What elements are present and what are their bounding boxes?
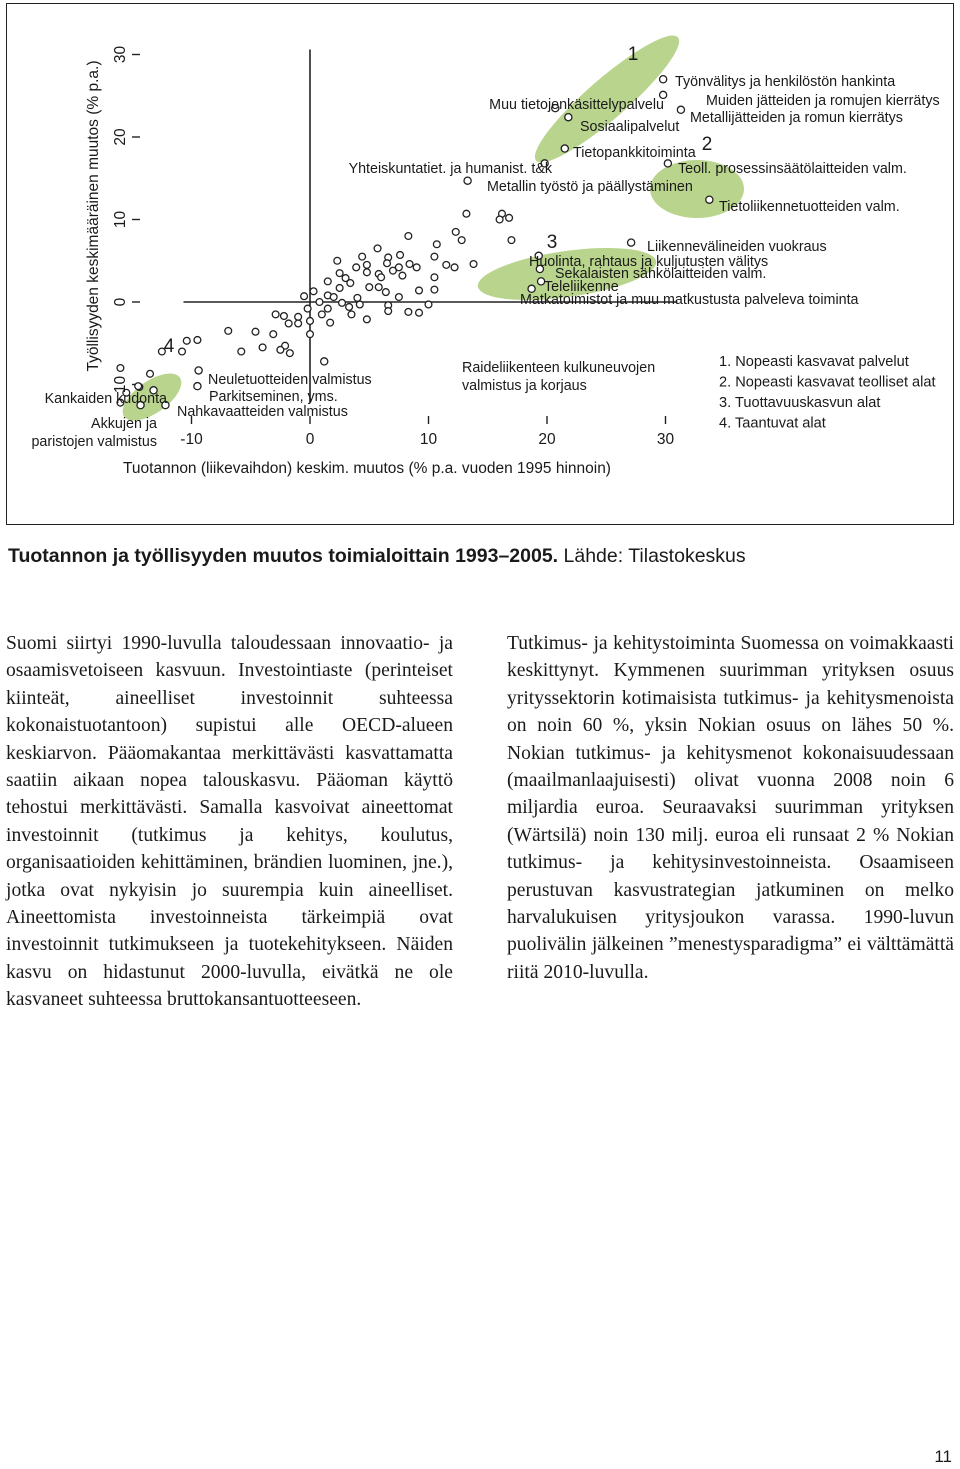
data-point (324, 278, 331, 285)
data-point (307, 318, 314, 325)
data-point (147, 370, 154, 377)
x-tick-label: 10 (419, 431, 438, 448)
data-point (463, 210, 470, 217)
data-point (374, 245, 381, 252)
x-tick-label: 0 (305, 431, 315, 448)
data-point (307, 331, 314, 338)
legend-item: 2. Nopeasti kasvavat teolliset alat (719, 374, 936, 391)
data-point (348, 311, 355, 318)
data-point (366, 284, 373, 291)
point-label: Nahkavaatteiden valmistus (177, 404, 348, 420)
point-label: Muu tietojenkäsittelypalvelu (489, 97, 664, 113)
data-point (135, 383, 142, 390)
data-point (395, 294, 402, 301)
point-label: Tietoliikennetuotteiden valm. (719, 199, 900, 215)
y-tick-label: 30 (112, 45, 129, 64)
point-label: Teoll. prosessinsäätölaitteiden valm. (678, 161, 907, 177)
data-point (324, 305, 331, 312)
data-point (359, 253, 366, 260)
legend-item: 4. Taantuvat alat (719, 415, 826, 432)
data-point (405, 233, 412, 240)
group-1-number: 1 (627, 44, 639, 65)
data-point (470, 261, 477, 268)
caption-source: Lähde: Tilastokeskus (558, 545, 746, 567)
x-tick-label: 30 (656, 431, 675, 448)
labeled-data-point (464, 177, 471, 184)
point-label: paristojen valmistus (31, 434, 157, 450)
labeled-data-point (565, 114, 572, 121)
data-point (431, 274, 438, 281)
data-point (406, 261, 413, 268)
data-point (378, 274, 385, 281)
data-point (506, 214, 513, 221)
scatter-chart (7, 4, 953, 524)
data-point (117, 365, 124, 372)
data-point (353, 264, 360, 271)
point-label: valmistus ja korjaus (462, 378, 587, 394)
y-tick-label: 10 (112, 210, 129, 229)
data-point (270, 331, 277, 338)
point-label: Huolinta, rahtaus ja kuljutusten välitys (529, 254, 769, 270)
data-point (508, 237, 515, 244)
data-point (390, 267, 397, 274)
y-tick-label: 10 (112, 375, 129, 394)
data-point (272, 311, 279, 318)
chart-frame (6, 3, 954, 525)
data-point (347, 280, 354, 287)
labeled-data-point (706, 196, 713, 203)
data-point (416, 309, 423, 316)
data-point (452, 228, 459, 235)
data-point (451, 264, 458, 271)
point-label: Neuletuotteiden valmistus (208, 372, 372, 388)
data-point (431, 286, 438, 293)
data-point (252, 328, 259, 335)
data-point (397, 252, 404, 259)
labeled-data-point (194, 383, 201, 390)
data-point (316, 299, 323, 306)
data-point (194, 337, 201, 344)
data-point (405, 309, 412, 316)
data-point (286, 350, 293, 357)
data-point (238, 348, 245, 355)
body-text-right-column: Tutkimus- ja kehitystoiminta Suomessa on voimakkaasti keskittynyt. Kymmenen suurimman yrityksen osuus yrityssektorin kotimaisista tutkimus- ja kehitysmenoista on noin 60 %, yksin Nokian osuus on lähes 50 %. Nokian tutkimus- ja kehitysmenot kokonaisuudessaan (maailmanlaajuisesti) olivat vuonna 2008 noin 6 miljardia euroa. Seuraavaksi suurimman yrityksen (Wärtsilä) noin 130 milj. euroa eli runsaat 2 % Nokian tutkimus- ja kehitysinvestoinneista. Osaamiseen perustuvan kasvustrategian jatkuminen on melko harvalukuisen yritysjoukon varassa. 1990-luvun puolivälin jälkeinen ”menestysparadigma” ei välttämättä riitä 2010-luvulla. (507, 633, 954, 983)
point-label: Raideliikenteen kulkuneuvojen (462, 360, 656, 376)
point-label: Sekalaisten sähkölaitteiden valm. (555, 266, 767, 282)
labeled-data-point (561, 145, 568, 152)
data-point (301, 293, 308, 300)
data-point (356, 301, 363, 308)
data-point (443, 261, 450, 268)
y-tick-label: 20 (112, 128, 129, 146)
data-point (416, 287, 423, 294)
labeled-data-point (660, 76, 667, 83)
data-point (354, 294, 361, 301)
data-point (458, 237, 465, 244)
legend-item: 1. Nopeasti kasvavat palvelut (719, 354, 909, 370)
data-point (334, 257, 341, 264)
data-point (385, 308, 392, 315)
x-tick-label: 20 (538, 431, 556, 448)
labeled-data-point (321, 358, 328, 365)
labeled-data-point (677, 106, 684, 113)
data-point (179, 348, 186, 355)
point-label: Parkitseminen, yms. (209, 389, 338, 405)
point-label: Tietopankkitoiminta (573, 145, 696, 161)
group-2-number: 2 (701, 134, 713, 155)
data-point (225, 327, 232, 334)
data-point (336, 270, 343, 277)
page-number: 11 (934, 1447, 952, 1466)
data-point (327, 319, 334, 326)
data-point (431, 253, 438, 260)
point-label: Matkatoimistot ja muu matkustusta palveleva toiminta (520, 292, 859, 308)
data-point (433, 241, 440, 248)
point-label: Metallijätteiden ja romun kierrätys (690, 110, 903, 126)
caption-title: Tuotannon ja työllisyyden muutos toimialoittain 1993–2005. (8, 545, 559, 567)
point-label: Kankaiden kudonta (44, 391, 167, 407)
data-point (496, 216, 503, 223)
y-tick-label: 0 (112, 297, 129, 307)
point-label: Yhteiskuntatiet. ja humanist. t&k (348, 161, 552, 177)
point-label: Muiden jätteiden ja romujen kierrätys (706, 93, 940, 109)
data-point (183, 337, 190, 344)
data-point (318, 311, 325, 318)
data-point (346, 304, 353, 311)
point-label: Liikennevälineiden vuokraus (647, 239, 827, 255)
group-3-number: 3 (546, 232, 558, 253)
data-point (375, 284, 382, 291)
y-axis-title: Työllisyyden keskimääräinen muutos (% p.a.) (85, 60, 102, 372)
x-axis-title: Tuotannon (liikevaihdon) keskim. muutos (% p.a. vuoden 1995 hinnoin) (123, 460, 611, 477)
data-point (339, 299, 346, 306)
point-label: Sosiaalipalvelut (580, 119, 680, 135)
data-point (363, 269, 370, 276)
data-point (384, 260, 391, 267)
data-point (399, 272, 406, 279)
data-point (277, 346, 284, 353)
legend-item: 3. Tuottavuuskasvun alat (719, 395, 881, 411)
data-point (363, 316, 370, 323)
data-point (382, 289, 389, 296)
data-point (330, 294, 337, 301)
data-point (295, 313, 302, 320)
data-point (281, 313, 288, 320)
data-point (295, 320, 302, 327)
data-point (413, 264, 420, 271)
body-text-left-column: Suomi siirtyi 1990-luvulla taloudessaan innovaatio- ja osaamisvetoiseen kasvuun. Investointiaste (perinteiset kiinteät, aineelliset investoinnit suhteessa kokonaistuotantoon) supistui alle OECD-alueen keskiarvon. Pääomakantaa merkittävästi kasvattamatta saatiin aikaan nopea talouskasvu. Pääoman käyttö tehostui merkittävästi. Samalla kasvoivat aineettomat investoinnit (tutkimus ja kehitys, koulutus, organisaatioiden kehittäminen, brändien luominen, jne.), jotka ovat nykyisin jo suurempia kuin aineelliset. Aineettomista investoinneista tärkeimpiä ovat investoinnit tutkimukseen ja tuotekehitykseen. Näiden kasvu on hidastunut 2000-luvulla, eivätkä ne ole kasvaneet suhteessa bruttokansantuotteeseen. (6, 633, 453, 1011)
data-point (285, 320, 292, 327)
data-point (259, 344, 266, 351)
data-point (363, 261, 370, 268)
data-point (336, 285, 343, 292)
point-label: Työnvälitys ja henkilöstön hankinta (675, 74, 896, 90)
data-point (425, 301, 432, 308)
data-point (310, 288, 317, 295)
data-point (304, 305, 311, 312)
point-label: Teleliikenne (544, 279, 619, 295)
labeled-data-point (195, 367, 202, 374)
x-tick-label: -10 (180, 431, 203, 448)
point-label: Akkujen ja (91, 416, 157, 432)
figure-caption (8, 545, 746, 568)
group-4-number: 4 (163, 336, 175, 357)
point-label: Metallin työstö ja päällystäminen (487, 179, 693, 195)
labeled-data-point (628, 239, 635, 246)
